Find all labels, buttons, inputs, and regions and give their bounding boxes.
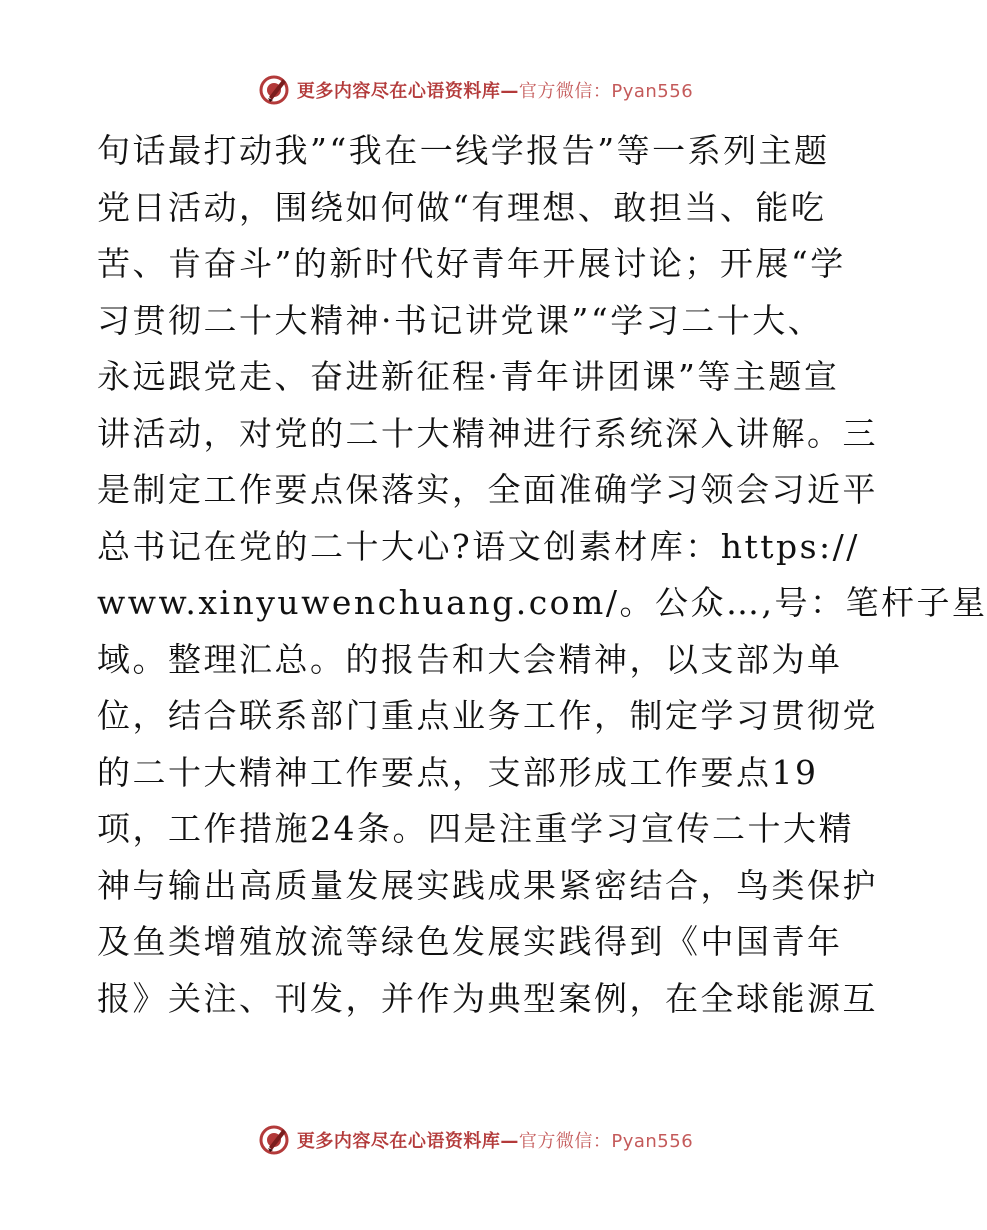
body-line: www.xinyuwenchuang.com/。公众…,号：笔杆子星 [97,583,987,622]
footer-site-text [297,1127,693,1153]
body-line: 是制定工作要点保落实，全面准确学习领会习近平 [97,470,878,509]
body-line: 总书记在党的二十大心?语文创素材库：https:// [97,526,860,566]
footer-site-name: 更多内容尽在心语资料库 [296,1131,501,1152]
body-line: 项，工作措施24条。四是注重学习宣传二十大精 [97,809,854,848]
document-body [97,123,987,1027]
body-line: 党日活动，围绕如何做“有理想、敢担当、能吃 [97,187,827,227]
header-banner [0,70,950,110]
header-banner-inner [257,73,693,107]
body-line: 的二十大精神工作要点，支部形成工作要点19 [97,752,819,792]
header-site-text [297,77,693,103]
pen-circle-logo-icon [257,73,291,107]
body-line: 报》关注、刊发，并作为典型案例，在全球能源互 [97,978,878,1018]
body-line: 域。整理汇总。的报告和大会精神，以支部为单 [97,639,843,679]
header-separator: — [500,81,519,102]
body-line: 习贯彻二十大精神·书记讲党课”“学习二十大、 [97,300,824,340]
body-line: 苦、肯奋斗”的新时代好青年开展讨论；开展“学 [97,244,846,283]
body-line: 句话最打动我”“我在一线学报告”等一系列主题 [97,131,830,170]
header-wechat-text: 官方微信：Pyan556 [518,81,694,102]
body-line: 永远跟党走、奋进新征程·青年讲团课”等主题宣 [97,357,840,396]
footer-banner [0,1120,950,1160]
pen-circle-logo-icon [257,1123,291,1157]
body-line: 位，结合联系部门重点业务工作，制定学习贯彻党 [97,696,878,735]
footer-banner-inner [257,1123,693,1157]
header-site-name: 更多内容尽在心语资料库 [296,81,501,102]
footer-wechat-text: 官方微信：Pyan556 [518,1131,694,1152]
footer-separator: — [500,1131,519,1152]
body-line: 神与输出高质量发展实践成果紧密结合，鸟类保护 [97,865,878,905]
body-line: 讲活动，对党的二十大精神进行系统深入讲解。三 [97,413,878,453]
body-line: 及鱼类增殖放流等绿色发展实践得到《中国青年 [97,922,843,961]
